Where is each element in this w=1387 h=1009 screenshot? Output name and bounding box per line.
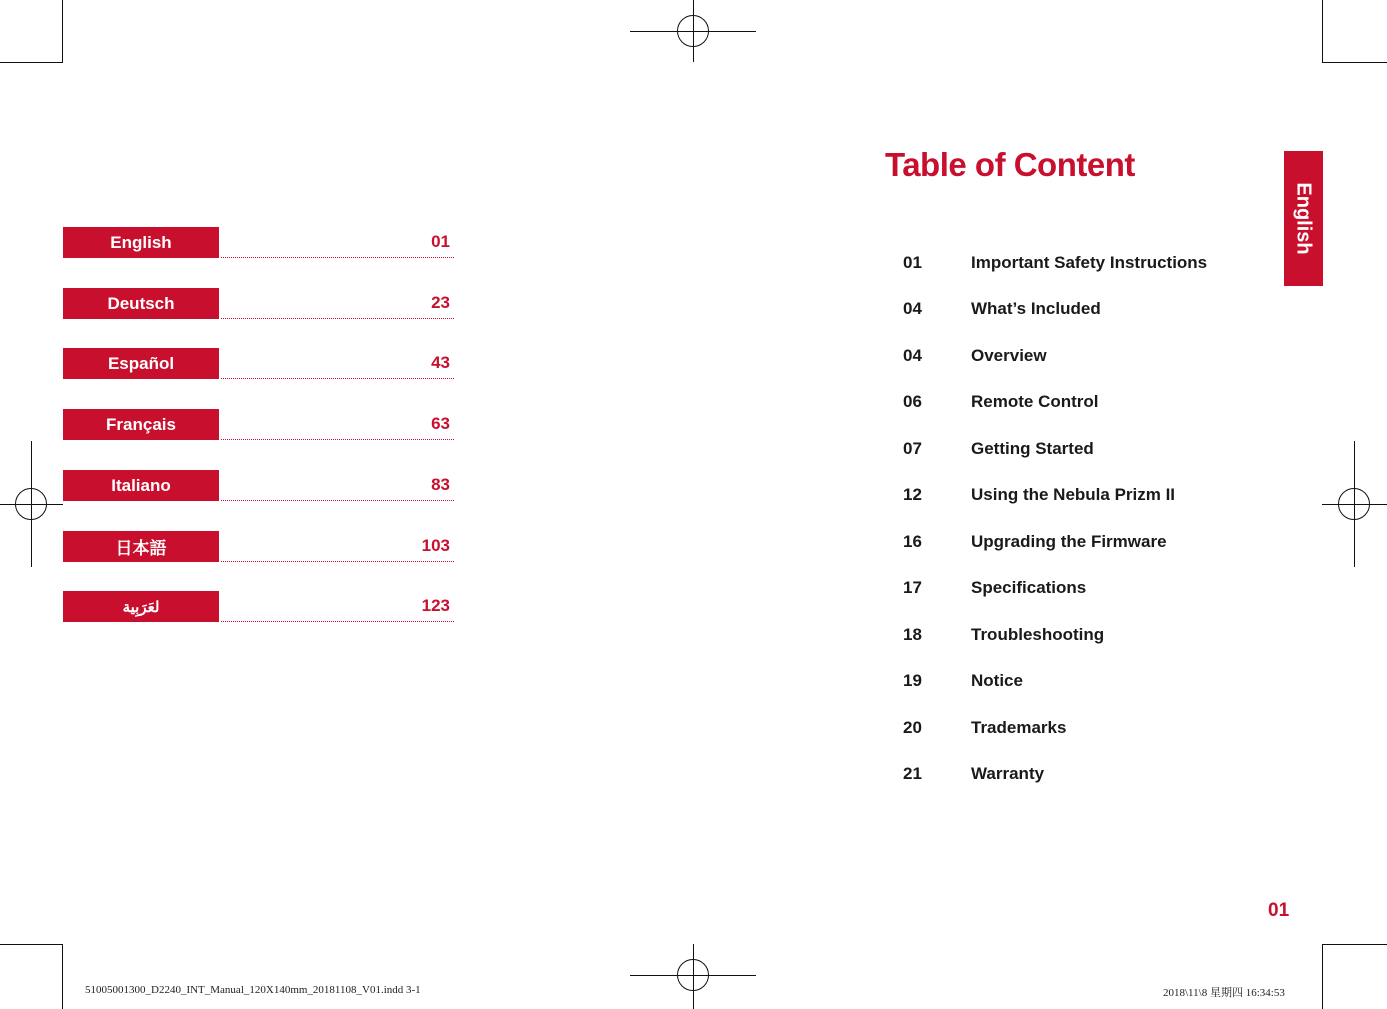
language-page: 103	[421, 536, 450, 555]
toc-item[interactable]	[903, 346, 1263, 370]
toc-item-page: 04	[903, 346, 922, 365]
crop-mark	[1322, 944, 1387, 945]
toc-item-page: 18	[903, 625, 922, 644]
toc-item[interactable]	[903, 764, 1263, 788]
toc-item-label: Using the Nebula Prizm II	[971, 485, 1176, 504]
side-language-tab	[1284, 151, 1323, 286]
page-title: Table of Content	[885, 146, 1135, 183]
dotted-leader	[221, 439, 454, 440]
toc-item-page: 19	[903, 671, 922, 690]
toc-item-page: 20	[903, 718, 922, 737]
dotted-leader	[221, 257, 454, 258]
toc-item[interactable]	[903, 578, 1263, 602]
crop-mark	[0, 62, 63, 63]
toc-item-page: 07	[903, 439, 922, 458]
print-slug-timestamp: 2018\11\8 星期四 16:34:53	[1163, 987, 1285, 999]
print-slug-file: 51005001300_D2240_INT_Manual_120X140mm_20181108_V01.indd 3-1	[85, 984, 421, 996]
language-row[interactable]	[63, 227, 454, 258]
toc-item[interactable]	[903, 671, 1263, 695]
toc-item-label: Troubleshooting	[971, 625, 1105, 644]
toc-item[interactable]	[903, 485, 1263, 509]
crop-mark	[0, 944, 63, 945]
registration-mark-top	[630, 0, 756, 62]
language-row[interactable]	[63, 409, 454, 440]
language-label: 日本語	[63, 531, 219, 562]
dotted-leader	[221, 318, 454, 319]
toc-item-label: Getting Started	[971, 439, 1094, 458]
crop-mark	[62, 0, 63, 62]
toc-item-label: Warranty	[971, 764, 1045, 783]
language-page: 23	[431, 293, 450, 312]
toc-item[interactable]	[903, 439, 1263, 463]
registration-mark-right	[1322, 441, 1387, 567]
language-page: 123	[421, 596, 450, 615]
language-label: Italiano	[63, 470, 219, 501]
toc-item-page: 21	[903, 764, 922, 783]
language-label: Deutsch	[63, 288, 219, 319]
toc-item[interactable]	[903, 253, 1263, 277]
language-page: 01	[431, 232, 450, 251]
toc-item-page: 17	[903, 578, 922, 597]
language-page: 83	[431, 475, 450, 494]
crop-mark	[1322, 0, 1323, 62]
toc-item[interactable]	[903, 532, 1263, 556]
dotted-leader	[221, 621, 454, 622]
dotted-leader	[221, 500, 454, 501]
crop-mark	[1322, 62, 1387, 63]
registration-mark-left	[0, 441, 63, 567]
language-row[interactable]	[63, 288, 454, 319]
language-label: لعَرَبِية	[63, 591, 219, 622]
language-page: 63	[431, 414, 450, 433]
toc-item-page: 06	[903, 392, 922, 411]
toc-item-page: 01	[903, 253, 922, 272]
language-label: Français	[63, 409, 219, 440]
registration-mark-bottom	[630, 944, 756, 1009]
language-row[interactable]	[63, 348, 454, 379]
toc-item-page: 04	[903, 299, 922, 318]
toc-item[interactable]	[903, 625, 1263, 649]
toc-item-label: Remote Control	[971, 392, 1099, 411]
page-number: 01	[1268, 900, 1290, 921]
dotted-leader	[221, 561, 454, 562]
toc-item-label: Important Safety Instructions	[971, 253, 1208, 272]
language-row[interactable]	[63, 470, 454, 501]
toc-item-label: Upgrading the Firmware	[971, 532, 1167, 551]
toc-item-label: Overview	[971, 346, 1047, 365]
language-label: English	[63, 227, 219, 258]
toc-item-page: 12	[903, 485, 922, 504]
toc-item-label: Trademarks	[971, 718, 1067, 737]
toc-item-page: 16	[903, 532, 922, 551]
language-page: 43	[431, 353, 450, 372]
toc-item[interactable]	[903, 299, 1263, 323]
toc-item-label: Specifications	[971, 578, 1087, 597]
toc-item[interactable]	[903, 392, 1263, 416]
language-row[interactable]	[63, 591, 454, 622]
language-row[interactable]	[63, 531, 454, 562]
language-label: Español	[63, 348, 219, 379]
crop-mark	[62, 944, 63, 1009]
crop-mark	[1322, 944, 1323, 1009]
toc-item-label: What’s Included	[971, 299, 1101, 318]
dotted-leader	[221, 378, 454, 379]
side-language-tab-label: English	[1293, 182, 1316, 255]
toc-item[interactable]	[903, 718, 1263, 742]
toc-item-label: Notice	[971, 671, 1023, 690]
